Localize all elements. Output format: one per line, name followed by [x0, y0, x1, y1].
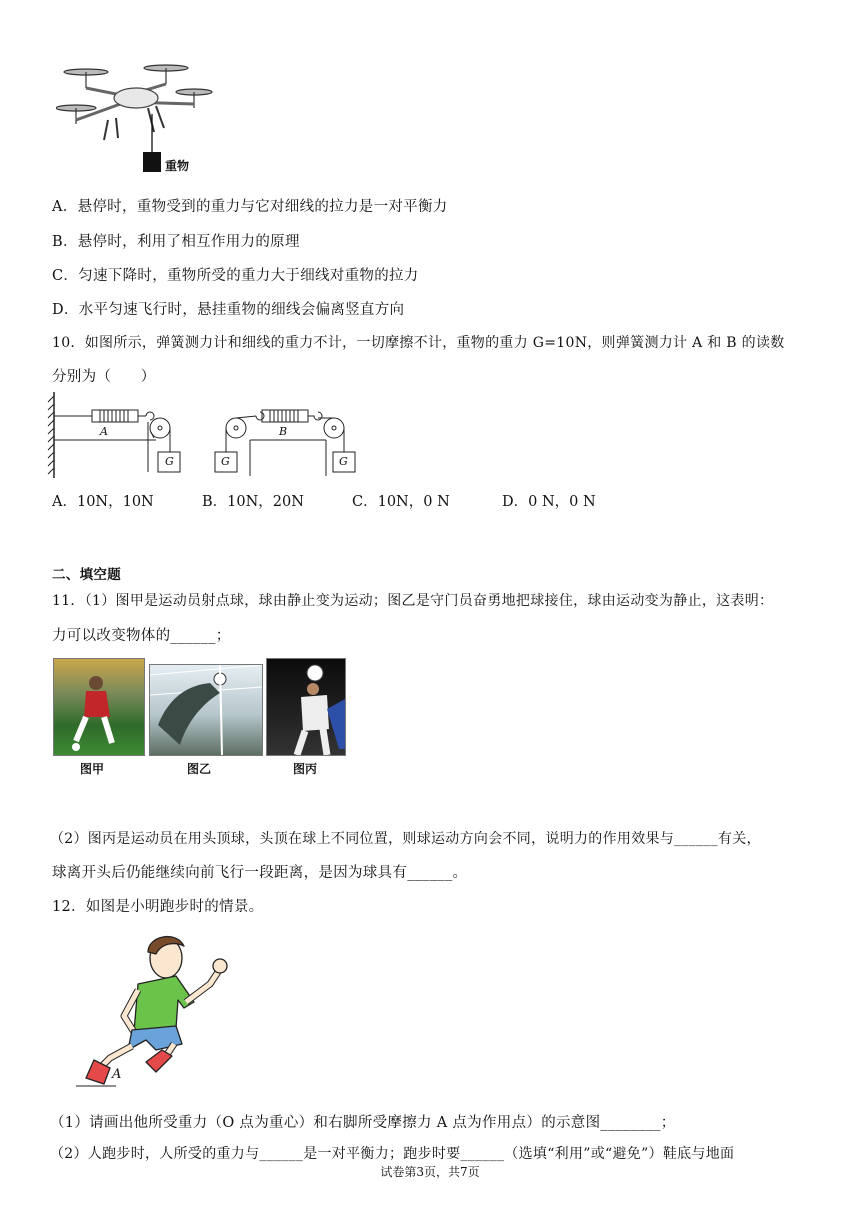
weight-label: 重物: [165, 159, 190, 173]
q10-option-a: A．10N，10N: [52, 494, 154, 510]
q10-option-b: B．10N，20N: [202, 494, 304, 510]
q11-part2-line1: （2）图丙是运动员在用头顶球，头顶在球上不同位置，则球运动方向会不同，说明力的作用效果与______有关，: [50, 831, 761, 847]
caption-bing: 图丙: [293, 762, 318, 776]
weight-g-label-1: G: [165, 455, 174, 468]
q12-part2: （2）人跑步时，人所受的重力与______是一对平衡力；跑步时要______（选填“利用”或“避免”）鞋底与地面: [50, 1146, 735, 1162]
q12-stem: 12．如图是小明跑步时的情景。: [52, 899, 264, 915]
photo-yi: [149, 664, 263, 756]
q9-option-c: C．匀速下降时，重物所受的重力大于细线对重物的拉力: [52, 268, 419, 284]
q11-line2: 力可以改变物体的______；: [52, 628, 231, 644]
q9-option-d: D．水平匀速飞行时，悬挂重物的细线会偏离竖直方向: [52, 302, 405, 318]
q10-stem-line2: 分别为（ ）: [52, 369, 156, 385]
runner-figure: [76, 932, 236, 1088]
spring-scale-figure: [44, 390, 364, 480]
section-title: 二、填空题: [52, 567, 121, 583]
photo-bing: [266, 658, 346, 756]
photo-jia: [53, 658, 145, 756]
q10-stem-line1: 10．如图所示，弹簧测力计和细线的重力不计，一切摩擦不计，重物的重力 G=10N，则弹簧测力计 A 和 B 的读数: [52, 335, 785, 351]
scale-a-label: A: [100, 425, 108, 438]
weight-g-label-3: G: [339, 455, 348, 468]
q9-option-b: B．悬停时，利用了相互作用力的原理: [52, 234, 300, 250]
q10-option-d: D．0 N，0 N: [502, 494, 596, 510]
caption-yi: 图乙: [187, 762, 212, 776]
q10-option-c: C．10N，0 N: [352, 494, 450, 510]
drone-figure: [56, 58, 216, 180]
scale-b-label: B: [279, 425, 288, 438]
q12-part1: （1）请画出他所受重力（O 点为重心）和右脚所受摩擦力 A 点为作用点）的示意图________；: [50, 1115, 676, 1131]
q11-part2-line2: 球离开头后仍能继续向前飞行一段距离，是因为球具有______。: [52, 865, 468, 881]
page-footer: 试卷第3页，共7页: [380, 1165, 480, 1179]
weight-g-label-2: G: [221, 455, 230, 468]
q9-option-a: A．悬停时，重物受到的重力与它对细线的拉力是一对平衡力: [52, 199, 448, 215]
caption-jia: 图甲: [80, 762, 105, 776]
q11-line1: 11．（1）图甲是运动员射点球，球由静止变为运动；图乙是守门员奋勇地把球接住，球由运动变为静止，这表明：: [52, 593, 774, 609]
point-a-label: A: [112, 1067, 122, 1082]
